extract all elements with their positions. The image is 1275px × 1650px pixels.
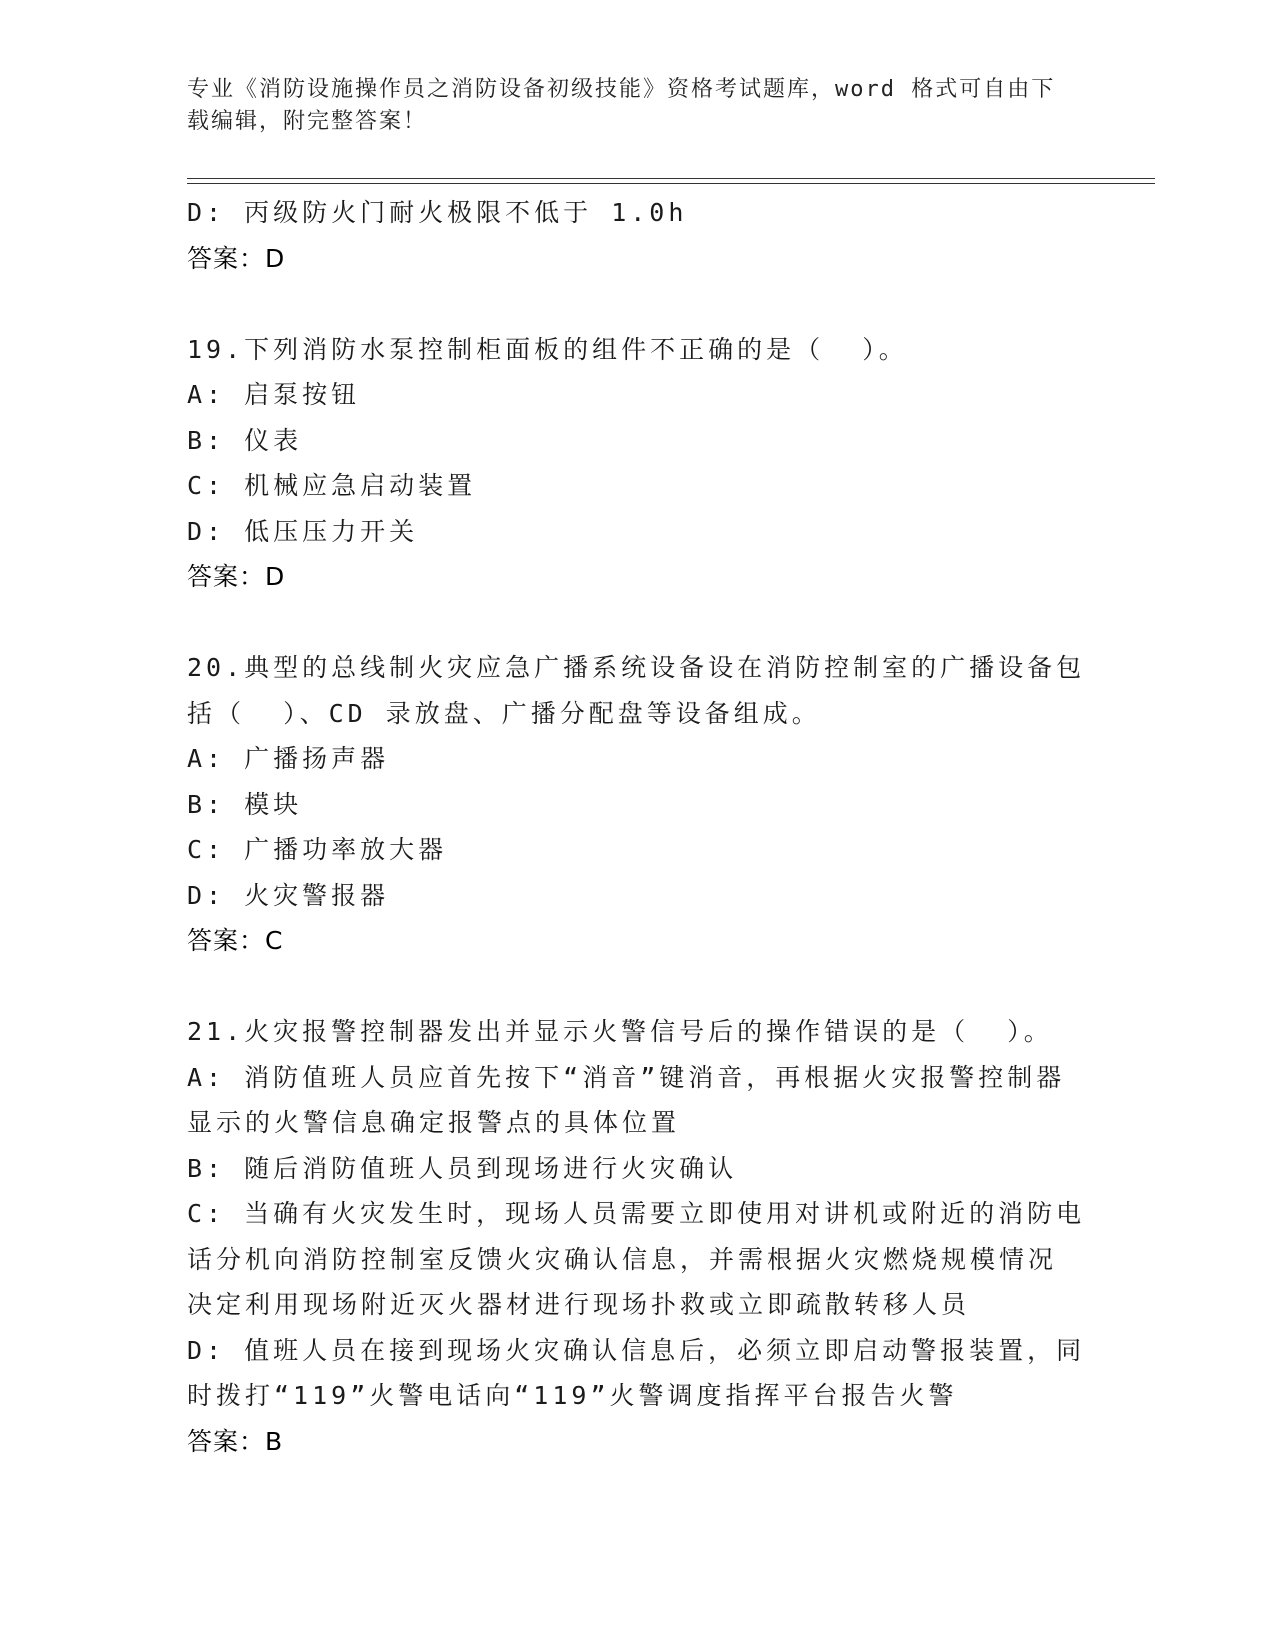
question-21 [187,1009,1087,1464]
option-a-continued: 显示的火警信息确定报警点的具体位置 [187,1108,681,1137]
answer-line: 答案：D [187,562,286,591]
question-20 [187,645,1087,964]
option-a: A: 广播扬声器 [187,744,390,773]
option-d: D: 火灾警报器 [187,880,390,910]
answer-line: 答案：D [187,243,286,273]
option-b: B: 模块 [187,789,303,819]
question-stem-continued: 括（ ）、CD 录放盘、广播分配盘等设备组成。 [187,698,821,728]
question-19 [187,327,1087,600]
option-d: D: 值班人员在接到现场火灾确认信息后，必须立即启动警报装置，同 [187,1335,1086,1365]
header-line-1: 专业《消防设施操作员之消防设备初级技能》资格考试题库，word 格式可自由下 [187,77,1056,102]
spacer [187,964,1087,1010]
option-c-continued: 话分机向消防控制室反馈火灾确认信息，并需根据火灾燃烧规模情况 [187,1244,1058,1274]
option-b: B: 随后消防值班人员到现场进行火灾确认 [187,1153,738,1183]
option-c: C: 机械应急启动装置 [187,471,477,500]
question-stem: 20.典型的总线制火灾应急广播系统设备设在消防控制室的广播设备包 [187,653,1086,682]
option-c: C: 当确有火灾发生时，现场人员需要立即使用对讲机或附近的消防电 [187,1199,1086,1228]
answer-line: 答案：B [187,1426,284,1456]
option-c-continued: 决定利用现场附近灭火器材进行现场扑救或立即疏散转移人员 [187,1290,971,1319]
option-a: A: 消防值班人员应首先按下“消音”键消音，再根据火灾报警控制器 [187,1062,1066,1092]
question-stem: 19.下列消防水泵控制柜面板的组件不正确的是（ ）。 [187,334,908,364]
option-b: B: 仪表 [187,425,303,455]
option-d: D: 低压压力开关 [187,516,419,546]
spacer [187,281,1087,327]
question-content [187,190,1087,1464]
carryover-question [187,190,1087,281]
header-line-2: 载编辑，附完整答案！ [187,109,428,134]
option-c: C: 广播功率放大器 [187,835,448,864]
option-d-continued: 时拨打“119”火警电话向“119”火警调度指挥平台报告火警 [187,1381,958,1410]
spacer [187,600,1087,646]
answer-line: 答案：C [187,926,284,955]
option-d: D: 丙级防火门耐火极限不低于 1.0h [187,198,688,227]
option-a: A: 启泵按钮 [187,380,361,409]
header-divider [187,178,1155,184]
document-header [187,74,1067,138]
question-stem: 21.火灾报警控制器发出并显示火警信号后的操作错误的是（ ）。 [187,1017,1053,1046]
